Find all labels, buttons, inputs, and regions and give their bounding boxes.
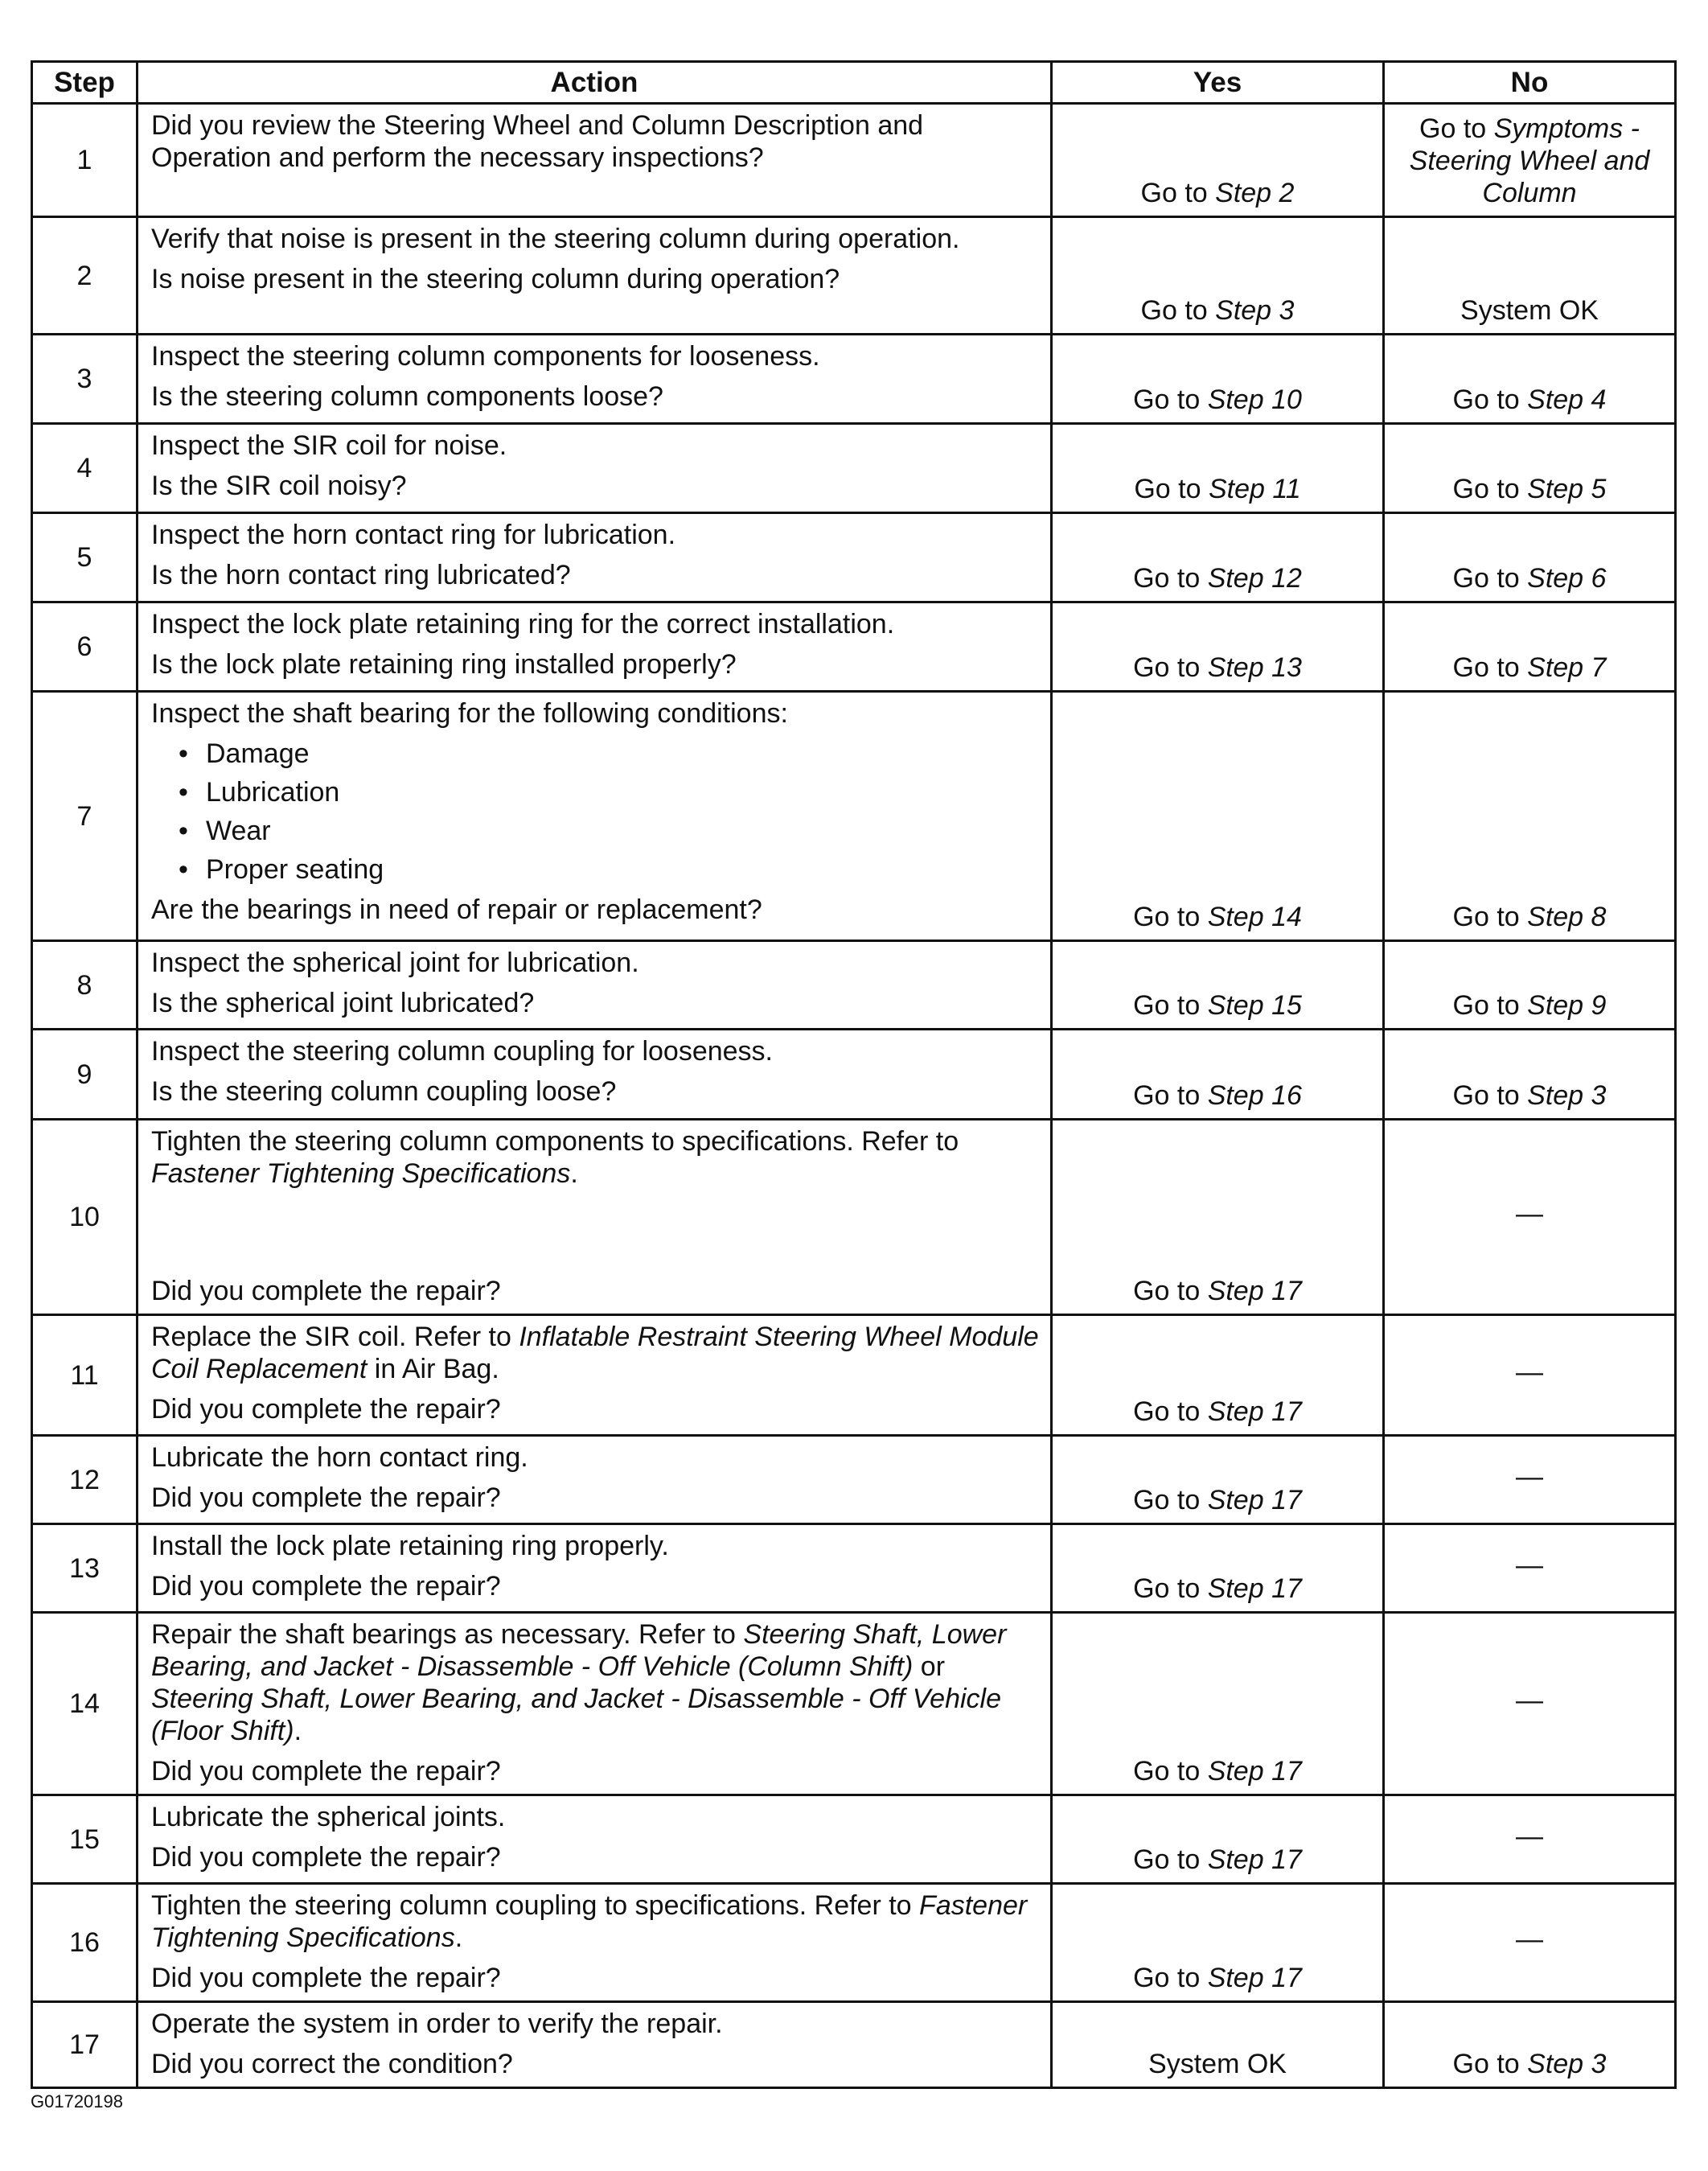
yes-prefix: Go to (1133, 652, 1208, 683)
table-row (32, 513, 1676, 602)
yes-step-ref: Step 17 (1207, 1963, 1302, 1993)
yes-step-ref: Step 17 (1207, 1844, 1302, 1875)
table-row (32, 1884, 1676, 2002)
no-prefix: Go to (1419, 113, 1494, 144)
no-step-ref: Step 6 (1527, 563, 1607, 594)
action-text: Inspect the shaft bearing for the following conditions: (151, 698, 788, 729)
no-step-ref: Step 3 (1527, 1080, 1607, 1111)
action-question: Did you complete the repair? (151, 1482, 501, 1513)
yes-cell (1052, 1613, 1384, 1795)
step-number: 15 (32, 1795, 138, 1884)
no-prefix: Go to (1452, 474, 1528, 504)
no-prefix: Go to (1452, 902, 1528, 932)
yes-step-ref: Step 15 (1207, 990, 1302, 1021)
yes-cell (1052, 941, 1384, 1030)
table-row (32, 1030, 1676, 1120)
no-cell: — (1384, 1120, 1676, 1315)
reference-column-shift: Steering Shaft, Lower Bearing, and Jacket - Disassemble - Off Vehicle (Column Shift) (151, 1619, 1007, 1682)
step-number: 5 (32, 513, 138, 602)
yes-prefix: Go to (1133, 902, 1208, 932)
no-cell (1384, 1030, 1676, 1120)
action-cell (138, 424, 1052, 513)
action-cell (138, 1613, 1052, 1795)
action-cell (138, 335, 1052, 424)
yes-prefix: Go to (1133, 1756, 1208, 1787)
step-number: 2 (32, 217, 138, 335)
no-prefix: Go to (1452, 2049, 1528, 2079)
table-row (32, 1315, 1676, 1436)
action-text-lead: Tighten the steering column components to specifications. Refer to (151, 1126, 959, 1157)
yes-cell (1052, 1120, 1384, 1315)
action-question: Is noise present in the steering column during operation? (151, 264, 840, 294)
action-text: Verify that noise is present in the steering column during operation. (151, 224, 960, 254)
no-prefix: Go to (1452, 1080, 1528, 1111)
list-item: • Lubrication (179, 773, 1041, 812)
yes-cell (1052, 692, 1384, 941)
action-cell (138, 1120, 1052, 1315)
yes-cell (1052, 1524, 1384, 1613)
list-item: • Proper seating (179, 850, 1041, 889)
table-row (32, 1524, 1676, 1613)
step-number: 6 (32, 602, 138, 692)
yes-prefix: Go to (1140, 178, 1216, 208)
no-prefix: Go to (1452, 563, 1528, 594)
action-cell (138, 2002, 1052, 2088)
no-cell (1384, 692, 1676, 941)
step-number: 10 (32, 1120, 138, 1315)
no-step-ref: Step 7 (1527, 652, 1607, 683)
action-cell (138, 602, 1052, 692)
action-text: Inspect the spherical joint for lubrication. (151, 948, 639, 978)
action-text (151, 1618, 1041, 1747)
header-no: No (1384, 62, 1676, 104)
table-row (32, 104, 1676, 217)
no-step-ref: Step 4 (1527, 384, 1607, 415)
yes-step-ref: Step 17 (1207, 1573, 1302, 1604)
figure-id: G01720198 (31, 2091, 123, 2111)
yes-cell (1052, 217, 1384, 335)
action-question: Are the bearings in need of repair or replacement? (151, 894, 762, 925)
table-row (32, 424, 1676, 513)
action-text (151, 1889, 1041, 1954)
yes-cell (1052, 1030, 1384, 1120)
action-cell (138, 1436, 1052, 1524)
action-cell (138, 513, 1052, 602)
no-step-ref: Step 8 (1527, 902, 1607, 932)
yes-step-ref: Step 2 (1215, 178, 1295, 208)
yes-step-ref: Step 17 (1207, 1396, 1302, 1427)
diagnostic-table (31, 60, 1677, 2089)
action-cell (138, 217, 1052, 335)
reference-coil-replacement: Inflatable Restraint Steering Wheel Module Coil Replacement (151, 1322, 1039, 1384)
yes-cell: System OK (1052, 2002, 1384, 2088)
action-cell (138, 1030, 1052, 1120)
yes-prefix: Go to (1133, 1573, 1208, 1604)
yes-step-ref: Step 17 (1207, 1276, 1302, 1306)
header-action: Action (138, 62, 1052, 104)
step-number: 1 (32, 104, 138, 217)
action-text: Inspect the horn contact ring for lubrication. (151, 520, 676, 550)
action-question: Is the lock plate retaining ring installed properly? (151, 649, 737, 680)
no-cell: System OK (1384, 217, 1676, 335)
yes-cell (1052, 424, 1384, 513)
action-question: Did you complete the repair? (151, 1394, 501, 1425)
yes-prefix: Go to (1133, 1963, 1208, 1993)
no-step-ref: Step 5 (1527, 474, 1607, 504)
yes-cell (1052, 602, 1384, 692)
action-text-tail: in Air Bag. (367, 1354, 499, 1384)
yes-cell (1052, 104, 1384, 217)
condition-list (151, 734, 1041, 889)
table-row (32, 1436, 1676, 1524)
step-number: 8 (32, 941, 138, 1030)
no-step-ref: Step 3 (1527, 2049, 1607, 2079)
yes-prefix: Go to (1133, 1396, 1208, 1427)
no-cell (1384, 335, 1676, 424)
action-question: Did you complete the repair? (151, 1756, 501, 1787)
table-row (32, 1795, 1676, 1884)
table-row (32, 941, 1676, 1030)
yes-step-ref: Step 14 (1207, 902, 1302, 932)
no-prefix: Go to (1452, 652, 1528, 683)
action-text-tail: . (294, 1716, 302, 1746)
action-question: Is the steering column coupling loose? (151, 1076, 617, 1107)
step-number: 14 (32, 1613, 138, 1795)
action-text-tail: . (570, 1158, 578, 1189)
action-text-tail: . (454, 1922, 463, 1953)
no-cell (1384, 513, 1676, 602)
action-cell (138, 692, 1052, 941)
yes-cell (1052, 513, 1384, 602)
yes-step-ref: Step 12 (1207, 563, 1302, 594)
yes-prefix: Go to (1133, 1485, 1208, 1515)
action-text-lead: Tighten the steering column coupling to specifications. Refer to (151, 1890, 920, 1921)
yes-prefix: Go to (1133, 1844, 1208, 1875)
yes-cell (1052, 1315, 1384, 1436)
no-prefix: Go to (1452, 990, 1528, 1021)
yes-prefix: Go to (1133, 1080, 1208, 1111)
action-text (151, 1125, 1041, 1190)
action-text-mid: or (913, 1651, 946, 1682)
action-cell (138, 104, 1052, 217)
no-cell: — (1384, 1436, 1676, 1524)
reference-fastener-specs: Fastener Tightening Specifications (151, 1158, 571, 1189)
reference-fastener-specs: Fastener Tightening Specifications (151, 1890, 1028, 1953)
step-number: 12 (32, 1436, 138, 1524)
yes-cell (1052, 1795, 1384, 1884)
list-item: • Wear (179, 812, 1041, 850)
table-row (32, 1120, 1676, 1315)
yes-prefix: Go to (1133, 1276, 1208, 1306)
step-number: 13 (32, 1524, 138, 1613)
no-cell (1384, 2002, 1676, 2088)
yes-cell (1052, 1884, 1384, 2002)
action-text: Operate the system in order to verify the repair. (151, 2009, 723, 2039)
action-question: Did you complete the repair? (151, 1963, 501, 1993)
yes-step-ref: Step 3 (1215, 295, 1295, 326)
yes-prefix: Go to (1140, 295, 1216, 326)
header-step: Step (32, 62, 138, 104)
no-cell: — (1384, 1524, 1676, 1613)
header-row (32, 62, 1676, 104)
list-item: • Damage (179, 734, 1041, 773)
action-question: Is the spherical joint lubricated? (151, 988, 535, 1018)
no-cell (1384, 104, 1676, 217)
action-text (151, 1321, 1041, 1385)
step-number: 7 (32, 692, 138, 941)
action-cell (138, 1884, 1052, 2002)
action-question: Did you complete the repair? (151, 1276, 501, 1306)
no-section-ref: Symptoms - Steering Wheel and Column (1409, 113, 1650, 208)
yes-step-ref: Step 17 (1207, 1485, 1302, 1515)
yes-step-ref: Step 17 (1207, 1756, 1302, 1787)
table-row (32, 602, 1676, 692)
action-question: Did you complete the repair? (151, 1842, 501, 1873)
step-number: 17 (32, 2002, 138, 2088)
action-cell (138, 1795, 1052, 1884)
yes-prefix: Go to (1133, 563, 1208, 594)
no-cell (1384, 602, 1676, 692)
action-cell (138, 1315, 1052, 1436)
table-row (32, 692, 1676, 941)
no-cell (1384, 424, 1676, 513)
action-question: Did you complete the repair? (151, 1571, 501, 1602)
table-row (32, 2002, 1676, 2088)
step-number: 11 (32, 1315, 138, 1436)
table-row (32, 335, 1676, 424)
action-text-lead: Replace the SIR coil. Refer to (151, 1322, 519, 1352)
action-text: Lubricate the spherical joints. (151, 1802, 506, 1832)
action-text: Inspect the steering column coupling for looseness. (151, 1036, 774, 1067)
no-cell: — (1384, 1884, 1676, 2002)
action-text-lead: Repair the shaft bearings as necessary. Refer to (151, 1619, 744, 1650)
yes-prefix: Go to (1134, 474, 1209, 504)
action-question: Did you correct the condition? (151, 2049, 513, 2079)
table-row (32, 217, 1676, 335)
action-cell (138, 1524, 1052, 1613)
yes-cell (1052, 1436, 1384, 1524)
no-step-ref: Step 9 (1527, 990, 1607, 1021)
reference-floor-shift: Steering Shaft, Lower Bearing, and Jacket - Disassemble - Off Vehicle (Floor Shift) (151, 1684, 1002, 1746)
action-text: Inspect the steering column components for looseness. (151, 341, 820, 372)
yes-step-ref: Step 10 (1207, 384, 1302, 415)
step-number: 4 (32, 424, 138, 513)
header-yes: Yes (1052, 62, 1384, 104)
action-text: Did you review the Steering Wheel and Column Description and Operation and perform the necessary inspections? (151, 110, 924, 173)
yes-prefix: Go to (1133, 384, 1208, 415)
action-text: Inspect the lock plate retaining ring for the correct installation. (151, 609, 895, 639)
no-cell: — (1384, 1315, 1676, 1436)
action-text: Lubricate the horn contact ring. (151, 1442, 528, 1473)
yes-step-ref: Step 13 (1207, 652, 1302, 683)
no-cell: — (1384, 1613, 1676, 1795)
action-cell (138, 941, 1052, 1030)
action-text: Install the lock plate retaining ring properly. (151, 1531, 669, 1561)
yes-prefix: Go to (1133, 990, 1208, 1021)
action-text: Inspect the SIR coil for noise. (151, 430, 507, 461)
step-number: 3 (32, 335, 138, 424)
no-cell: — (1384, 1795, 1676, 1884)
action-question: Is the SIR coil noisy? (151, 471, 407, 501)
action-question: Is the steering column components loose? (151, 381, 663, 412)
yes-step-ref: Step 11 (1208, 474, 1301, 504)
step-number: 16 (32, 1884, 138, 2002)
step-number: 9 (32, 1030, 138, 1120)
action-question: Is the horn contact ring lubricated? (151, 560, 571, 590)
yes-step-ref: Step 16 (1207, 1080, 1302, 1111)
no-cell (1384, 941, 1676, 1030)
yes-cell (1052, 335, 1384, 424)
no-prefix: Go to (1452, 384, 1528, 415)
table-row (32, 1613, 1676, 1795)
